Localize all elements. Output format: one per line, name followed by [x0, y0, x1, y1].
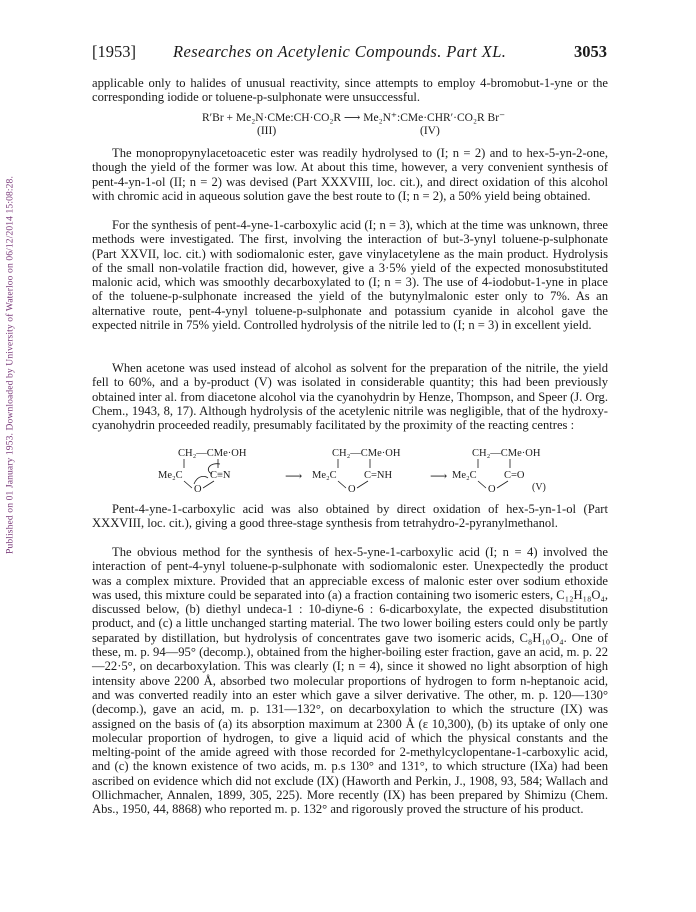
ring-oxygen: O — [194, 484, 202, 495]
paragraph-hydrolysis — [92, 146, 608, 203]
download-notice-text: Published on 01 January 1953. Downloaded by University of Waterloo on 06/12/2014 15:08:28. — [4, 176, 16, 554]
paragraph-acetone — [92, 361, 608, 432]
running-title: Researches on Acetylenic Compounds. Part XL. — [173, 42, 507, 61]
running-header — [92, 42, 607, 64]
paragraph-text: For the synthesis of pent-4-yne-1-carboxylic acid (I; n = 3), which at the time was unknown, three methods were investigated. The first, involving the interaction of but-3-ynyl toluene-p-sulphonate (Part XXVII, loc. cit.) with sodiomalonic ester, gave vinylacetylene as the main product. Hydrolysis of the small non-volatile fraction did, however, give a 3·5% yield of the expected monosubstituted malonic acid, which was smoothly decarboxylated to (I; n = 3). The use of 4-iodobut-1-yne in place of the toluene-p-sulphonate increased the yield of the butynylmalonic ester only to 7%. As an alternative route, pent-4-ynyl toluene-p-sulphonate and potassium cyanide in alcohol gave the expected nitrile in 75% yield. Controlled hydrolysis of the nitrile led to (I; n = 3) in excellent yield. — [92, 218, 608, 333]
ring-oxygen: O — [488, 484, 496, 495]
compound-label-III: (III) — [257, 125, 277, 137]
paragraph-oxidation — [92, 502, 608, 531]
paragraph-synthesis-n3 — [92, 218, 608, 332]
paragraph-text: The monopropynylacetoacetic ester was readily hydrolysed to (I; n = 2) and to hex-5-yn-2-one, though the yield of the former was low. At about this time, however, a very convenient synthesis of pent-4-yn-1-ol (II; n = 2) was devised (Part XXXVIII, loc. cit.), and direct oxidation of this alcohol with chromic acid in aqueous solution gave the best route to (I; n = 2), a 50% yield being obtained. — [92, 146, 608, 203]
compound-label-IV: (IV) — [420, 125, 440, 137]
download-notice — [2, 150, 18, 580]
structure-right: C≡N — [210, 470, 231, 481]
structure-right: C=NH — [364, 470, 393, 481]
structure-top: CH₂—CMe·OH — [472, 448, 541, 459]
reaction-scheme — [120, 444, 580, 500]
compound-label-V: (V) — [532, 482, 546, 493]
structure-nitrile — [158, 448, 247, 495]
structure-left: Me₂C — [158, 470, 183, 481]
structure-top: CH₂—CMe·OH — [332, 448, 401, 459]
structure-top: CH₂—CMe·OH — [178, 448, 247, 459]
structure-left: Me₂C — [452, 470, 477, 481]
reaction-equation — [92, 110, 608, 140]
journal-year: [1953] — [92, 42, 136, 61]
structure-imine — [312, 448, 401, 495]
intro-paragraph — [92, 76, 608, 105]
structure-lactone — [452, 448, 546, 495]
structure-right: C=O — [504, 470, 525, 481]
paragraph-synthesis-n4 — [92, 545, 608, 817]
paragraph-text: Pent-4-yne-1-carboxylic acid was also obtained by direct oxidation of hex-5-yn-1-ol (Part XXXVIII, loc. cit.), giving a good three-stage synthesis from tetrahydro-2-pyranylmethanol. — [92, 502, 608, 531]
structure-left: Me₂C — [312, 470, 337, 481]
paragraph-text: When acetone was used instead of alcohol as solvent for the preparation of the nitrile, the yield fell to 60%, and a by-product (V) was isolated in considerable quantity; this had been previously obtained inter al. from diacetone alcohol via the cyanohydrin by Henze, Thompson, and Speer (J. Org. Chem., 1943, 8, 17). Although hydrolysis of the acetylenic nitrile was negligible, that of the hydroxy-cyanohydrin proceeded readily, presumably facilitated by the proximity of the reacting centres : — [92, 361, 608, 433]
reaction-arrow: ⟶ — [285, 469, 303, 483]
reaction-arrow: ⟶ — [430, 469, 448, 483]
equation-text: R′Br + Me₂N·CMe:CH·CO₂R ⟶ Me₂N⁺:CMe·CHR′·CO₂R Br⁻ — [202, 112, 506, 124]
ring-oxygen: O — [348, 484, 356, 495]
intro-text: applicable only to halides of unusual reactivity, since attempts to employ 4-bromobut-1-yne or the corresponding iodide or toluene-p-sulphonate were unsuccessful. — [92, 76, 608, 105]
paragraph-text: The obvious method for the synthesis of hex-5-yne-1-carboxylic acid (I; n = 4) involved the interaction of pent-4-ynyl toluene-p-sulphonate with sodiomalonic ester. Unexpectedly the product was a complex mixture. Provided that an appreciable excess of malonic ester over sodium ethoxide was used, this mixture could be separated into (a) a fraction containing two isomeric esters, C₁₂H₁₈O₄, discussed below, (b) diethyl undeca-1 : 10-diyne-6 : 6-dicarboxylate, the expected disubstitution product, and (c) a little unchanged starting material. The two lower boiling esters could only be partly separated by distillation, but hydrolysis of concentrates gave two isomeric acids, C₈H₁₀O₄. One of these, m. p. 94—95° (decomp.), obtained from the higher-boiling ester fraction, gave an acid, m. p. 22—22·5°, on decarboxylation. This was clearly (I; n = 4), since it showed no light absorption of high intensity above 2200 Å, absorbed two molecular proportions of hydrogen to form n-heptanoic acid, and was converted readily into an ester which gave a silver derivative. The other, m. p. 120—130° (decomp.), gave an acid, m. p. 131—132°, on decarboxylation to which the structure (IX) was assigned on the basis of (a) its absorption maximum at 2300 Å (ε 10,300), (b) its uptake of only one molecular proportion of hydrogen, to give a liquid acid of which the physical constants and the melting-point of the amide agreed with those recorded for 2-methylcyclopentane-1-carboxylic acid, and (c) the known existence of two acids, m. p.s 130° and 131°, to which structure (IXa) had been ascribed on evidence which did not exclude (IX) (Haworth and Perkin, J., 1908, 93, 584; Wallach and Ollichmacher, Annalen, 1899, 305, 225). More recently (IX) has been prepared by Shimizu (Chem. Abs., 1950, 44, 8868) who reported m. p. 132° and rigorously proved the structure of his product. — [92, 545, 608, 817]
page-number: 3053 — [574, 42, 607, 61]
